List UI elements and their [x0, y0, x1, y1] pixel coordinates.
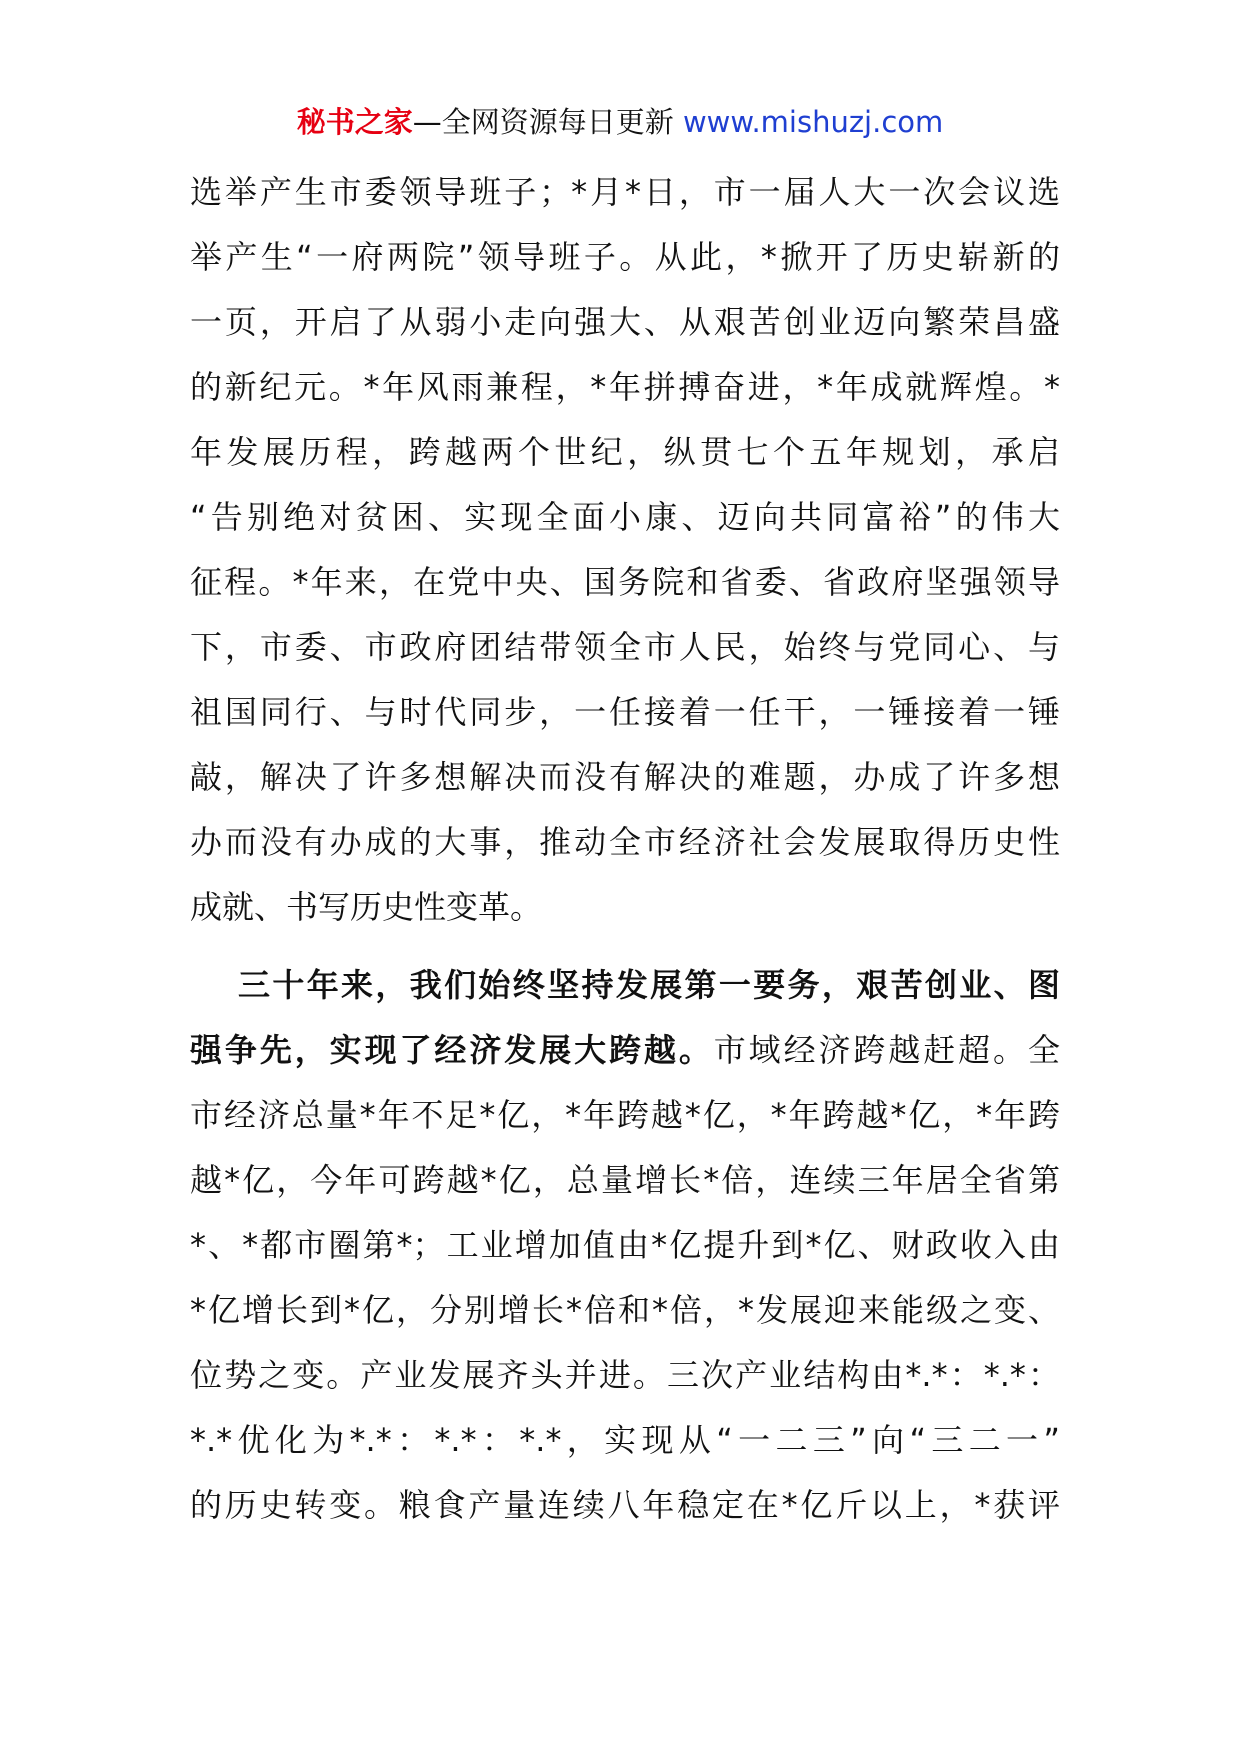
text-line: 一页，开启了从弱小走向强大、从艰苦创业迈向繁荣昌盛 — [190, 303, 1060, 341]
text-line: 的新纪元。*年风雨兼程，*年拼搏奋进，*年成就辉煌。* — [190, 368, 1060, 406]
text-line: 举产生“一府两院”领导班子。从此，*掀开了历史崭新的 — [190, 238, 1060, 276]
bold-heading-text: 强争先，实现了经济发展大跨越。 — [190, 1031, 714, 1069]
document-body — [190, 160, 1060, 1538]
text-line: *.*优化为*.*：*.*：*.*，实现从“一二三”向“三二一” — [190, 1421, 1060, 1459]
brand-name: 秘书之家 — [296, 105, 413, 139]
header-tagline: —全网资源每日更新 — [412, 105, 674, 139]
paragraph-1 — [190, 160, 1060, 940]
body-text: 市域经济跨越赶超。全 — [713, 1031, 1060, 1069]
text-line: 选举产生市委领导班子；*月*日，市一届人大一次会议选 — [190, 173, 1060, 211]
site-url-link[interactable]: www.mishuzj.com — [682, 105, 944, 139]
text-line: 敲，解决了许多想解决而没有解决的难题，办成了许多想 — [190, 758, 1060, 796]
text-line: 成就、书写历史性变革。 — [190, 888, 543, 926]
text-line: *亿增长到*亿，分别增长*倍和*倍，*发展迎来能级之变、 — [190, 1291, 1060, 1329]
paragraph-2 — [190, 953, 1060, 1538]
bold-heading-text: 三十年来，我们始终坚持发展第一要务，艰苦创业、图 — [238, 966, 1060, 1004]
text-line: 的历史转变。粮食产量连续八年稳定在*亿斤以上，*获评 — [190, 1486, 1060, 1524]
text-line: 位势之变。产业发展齐头并进。三次产业结构由*.*：*.*： — [190, 1356, 1060, 1394]
paragraph-spacer — [190, 940, 1060, 953]
text-line: 年发展历程，跨越两个世纪，纵贯七个五年规划，承启 — [190, 433, 1060, 471]
text-line — [190, 1018, 1060, 1083]
text-line: 市经济总量*年不足*亿，*年跨越*亿，*年跨越*亿，*年跨 — [190, 1096, 1060, 1134]
text-line: “告别绝对贫困、实现全面小康、迈向共同富裕”的伟大 — [190, 498, 1060, 536]
text-line: 下，市委、市政府团结带领全市人民，始终与党同心、与 — [190, 628, 1060, 666]
text-line: 办而没有办成的大事，推动全市经济社会发展取得历史性 — [190, 823, 1060, 861]
text-line: 征程。*年来，在党中央、国务院和省委、省政府坚强领导 — [190, 563, 1060, 601]
text-line: *、*都市圈第*；工业增加值由*亿提升到*亿、财政收入由 — [190, 1226, 1060, 1264]
text-line — [190, 953, 1060, 1018]
text-line: 祖国同行、与时代同步，一任接着一任干，一锤接着一锤 — [190, 693, 1060, 731]
page-header — [0, 100, 1240, 144]
text-line: 越*亿，今年可跨越*亿，总量增长*倍，连续三年居全省第 — [190, 1161, 1060, 1199]
